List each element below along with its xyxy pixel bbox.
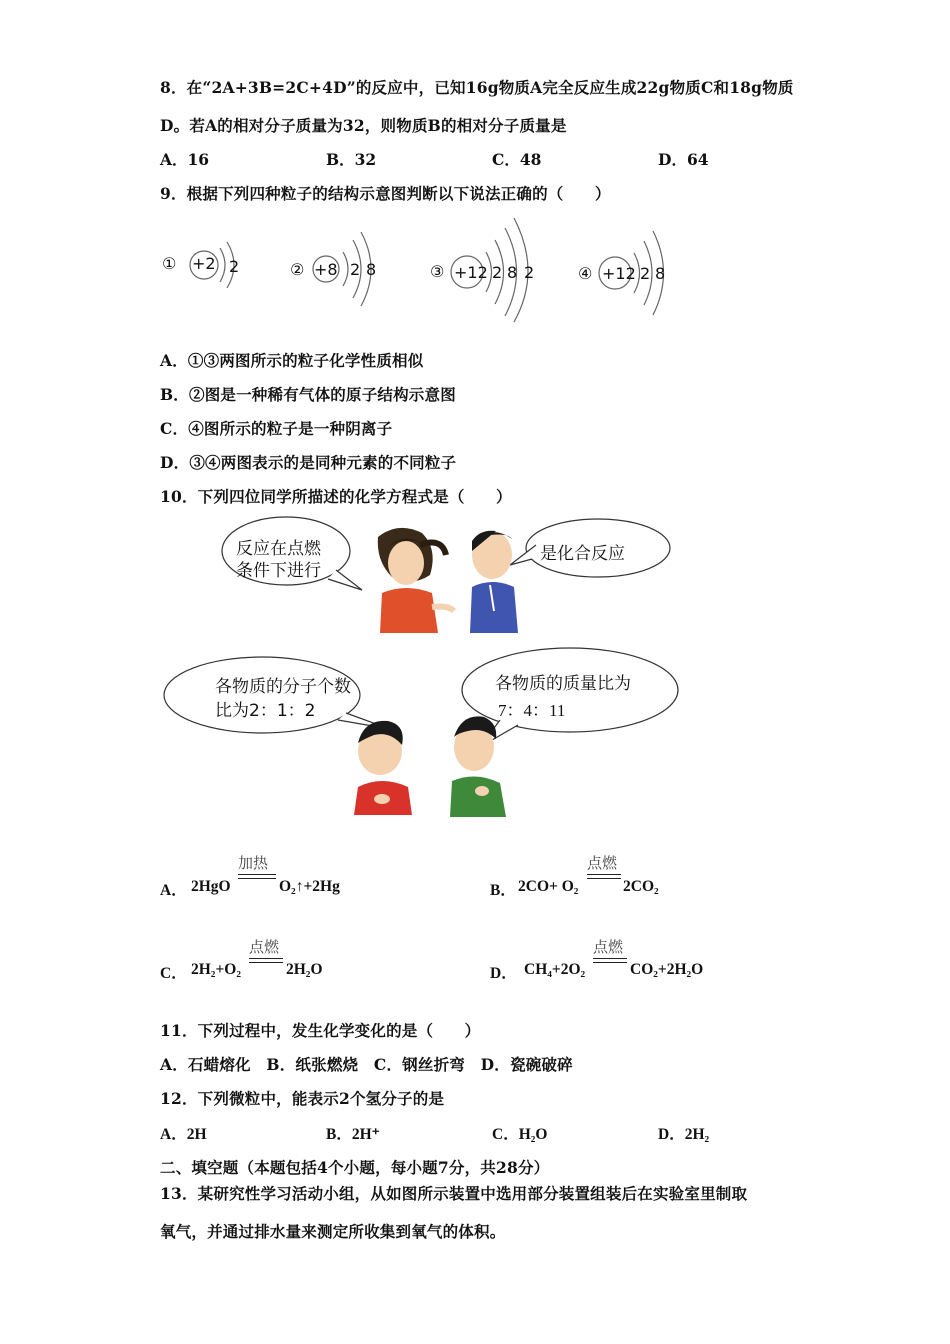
q13-stem-line1: 13．某研究性学习活动小组，从如图所示装置中选用部分装置组装后在实验室里制取 <box>160 1184 748 1203</box>
q10-option-b-lhs: 2CO+ O₂ <box>518 878 579 895</box>
q12-option-c: C．H₂O <box>492 1126 548 1143</box>
q9-option-d: D．③④两图表示的是同种元素的不同粒子 <box>160 453 457 472</box>
particle-2-label: ② <box>290 260 305 279</box>
q10-option-a-condition: 加热 <box>238 854 269 872</box>
q10-option-b-condition: 点燃 <box>587 854 618 872</box>
q10-option-a-equals <box>238 874 276 879</box>
particle-4-shell-1-count: 2 <box>640 264 651 283</box>
q8-stem-line2: D。若A的相对分子质量为32，则物质B的相对分子质量是 <box>160 116 567 135</box>
particle-2-shell-1-count: 2 <box>350 260 361 279</box>
girl-figure <box>378 528 454 633</box>
q8-option-d: D．64 <box>658 150 709 169</box>
q8-option-a: A．16 <box>160 150 210 169</box>
particle-1-shell-1 <box>220 248 225 282</box>
q10-option-d-letter: D． <box>490 965 517 982</box>
particle-3-shell-2-count: 8 <box>507 263 518 282</box>
q12-stem: 12．下列微粒中，能表示2个氢分子的是 <box>160 1089 445 1108</box>
particle-1-nucleus: +2 <box>192 254 216 273</box>
bubble-4-line2: 7：4：11 <box>498 701 566 720</box>
q10-option-b-letter: B． <box>490 882 516 899</box>
q13-stem-line2: 氧气，并通过排水量来测定所收集到氧气的体积。 <box>160 1222 506 1241</box>
q9-option-a: A．①③两图所示的粒子化学性质相似 <box>160 351 424 370</box>
q10-option-c-rhs: 2H₂O <box>286 961 323 978</box>
particle-1-shell-1-count: 2 <box>229 257 240 276</box>
bubble-3-line2: 比为2：1：2 <box>215 701 316 721</box>
q8-option-c: C．48 <box>492 150 542 169</box>
q10-option-d-condition: 点燃 <box>593 938 624 956</box>
bubble-1-line1: 反应在点燃 <box>236 539 321 559</box>
particle-3-label: ③ <box>430 262 445 281</box>
q10-option-a-lhs: 2HgO <box>191 878 231 895</box>
q11-stem: 11．下列过程中，发生化学变化的是（ ） <box>160 1021 481 1040</box>
bubble-1-line2: 条件下进行 <box>236 561 321 581</box>
q10-option-c-equals <box>249 958 283 963</box>
q8-option-b: B．32 <box>326 150 377 169</box>
particle-3-nucleus: +12 <box>454 263 488 282</box>
q10-option-b-rhs: 2CO₂ <box>623 878 659 895</box>
particle-4-nucleus: +12 <box>602 264 636 283</box>
particle-1-label: ① <box>162 254 177 273</box>
q10-option-d-rhs: CO₂+2H₂O <box>630 961 704 978</box>
q10-stem: 10．下列四位同学所描述的化学方程式是（ ） <box>160 487 512 506</box>
particle-2-nucleus: +8 <box>314 260 338 279</box>
q10-option-d-equals <box>593 958 627 963</box>
q10-option-b-equals <box>587 874 621 879</box>
q10-option-a-rhs: O₂↑+2Hg <box>279 878 340 895</box>
q10-option-c-condition: 点燃 <box>249 938 280 956</box>
boy-figure-2 <box>354 721 412 815</box>
bubble-2-line1: 是化合反应 <box>540 544 625 564</box>
bubble-4-line1: 各物质的质量比为 <box>495 674 631 694</box>
particle-2-shell-1 <box>343 252 348 286</box>
q8-stem-line1: 8．在“2A+3B=2C+4D”的反应中，已知16g物质A完全反应生成22g物质C和18g物质 <box>160 78 794 97</box>
particle-4-shell-2-count: 8 <box>655 264 666 283</box>
q9-stem: 9．根据下列四种粒子的结构示意图判断以下说法正确的（ ） <box>160 184 611 203</box>
q10-option-a-letter: A． <box>160 882 187 899</box>
q9-option-c: C．④图所示的粒子是一种阴离子 <box>160 419 393 438</box>
boy-figure-1 <box>470 531 518 633</box>
q11-options: A．石蜡熔化 B．纸张燃烧 C．钢丝折弯 D．瓷碗破碎 <box>160 1055 573 1074</box>
q10-option-d-lhs: CH₄+2O₂ <box>524 961 586 978</box>
q12-option-d: D．2H₂ <box>658 1126 710 1143</box>
particle-3-shell-3-count: 2 <box>524 263 535 282</box>
q9-option-b: B．②图是一种稀有气体的原子结构示意图 <box>160 385 456 404</box>
q10-option-c-letter: C． <box>160 965 187 982</box>
q12-option-a: A．2H <box>160 1126 207 1143</box>
q12-option-b: B．2H⁺ <box>326 1126 380 1143</box>
particle-4-label: ④ <box>578 264 593 283</box>
bubble-3-line1: 各物质的分子个数 <box>215 677 351 697</box>
section-2-heading: 二、填空题（本题包括4个小题，每小题7分，共28分） <box>160 1158 550 1177</box>
q10-option-c-lhs: 2H₂+O₂ <box>191 961 241 978</box>
particle-3-shell-1-count: 2 <box>492 263 503 282</box>
particle-2-shell-2-count: 8 <box>366 260 377 279</box>
